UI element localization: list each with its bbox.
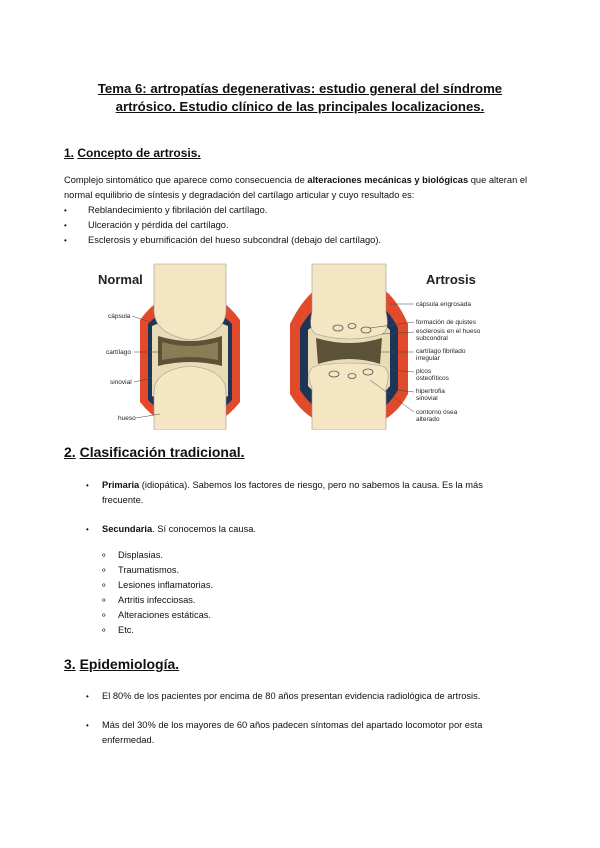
artrosis-label: picos [416, 368, 432, 375]
circle-bullet-icon: ⚬ [100, 550, 108, 560]
list-item: • Reblandecimiento y fibrilación del cartílago. [64, 203, 381, 218]
list-item: • Ulceración y pérdida del cartílago. [64, 218, 381, 233]
list-item: • Más del 30% de los mayores de 60 años padecen síntomas del apartado locomotor por esta enfermedad. [86, 720, 483, 745]
page-title [60, 80, 540, 116]
section-2-title: Clasificación tradicional. [79, 444, 245, 460]
list-item: ⚬ Displasias. [82, 548, 213, 563]
paragraph-bold: alteraciones mecánicas y biológicas [307, 175, 469, 185]
section-2-list [78, 478, 518, 551]
list-item: ⚬ Alteraciones estáticas. [82, 608, 213, 623]
bullet-icon: • [64, 221, 67, 230]
bullet-icon: • [86, 721, 89, 730]
title-line-2: artrósico. Estudio clínico de las principales localizaciones. [115, 99, 485, 114]
secondary-causes-list [82, 548, 213, 638]
artrosis-label: alterado [416, 416, 440, 423]
list-item: ⚬ Etc. [82, 623, 213, 638]
title-line-1: Tema 6: artropatías degenerativas: estudio general del síndrome [97, 81, 503, 96]
artrosis-label: sinovial [416, 395, 438, 402]
artrosis-label: contorno ósea [416, 409, 458, 416]
artrosis-label: subcondral [416, 335, 448, 342]
circle-bullet-icon: ⚬ [100, 580, 108, 590]
section-1-paragraph [64, 173, 534, 203]
list-item: ⚬ Traumatismos. [82, 563, 213, 578]
normal-joint-illustration [140, 264, 240, 430]
circle-bullet-icon: ⚬ [100, 595, 108, 605]
artrosis-title: Artrosis [426, 272, 476, 287]
bullet-icon: • [86, 525, 89, 534]
bullet-icon: • [64, 206, 67, 215]
section-1-title: Concepto de artrosis. [77, 146, 201, 160]
artrosis-label: cápsula engrosada [416, 301, 471, 308]
section-3-title: Epidemiología. [79, 656, 180, 672]
section-1-list [64, 203, 381, 248]
artrosis-label: irregular [416, 355, 440, 362]
normal-label: sinovial [110, 379, 132, 386]
section-2-number: 2. [64, 444, 76, 460]
section-2-heading [64, 444, 245, 460]
artrosis-label: esclerosis en el hueso [416, 328, 481, 335]
normal-title: Normal [98, 272, 143, 287]
normal-label: cápsula [108, 313, 131, 320]
list-item: • El 80% de los pacientes por encima de 80 años presentan evidencia radiológica de artrosis. [78, 689, 518, 704]
artrosis-label: formación de quistes [416, 319, 476, 326]
section-3-number: 3. [64, 656, 76, 672]
section-1-heading [64, 146, 201, 160]
circle-bullet-icon: ⚬ [100, 610, 108, 620]
circle-bullet-icon: ⚬ [100, 565, 108, 575]
list-item: ⚬ Lesiones inflamatorias. [82, 578, 213, 593]
bullet-icon: • [64, 236, 67, 245]
bullet-icon: • [86, 481, 89, 490]
paragraph-text-1: Complejo sintomático que aparece como consecuencia de [64, 175, 308, 185]
artrosis-joint-illustration [290, 264, 408, 430]
normal-label: cartílago [106, 349, 131, 356]
section-1-number: 1. [64, 146, 75, 160]
bullet-icon: • [86, 692, 89, 701]
paragraph-text-2: que alteran el normal equilibrio de síntesis y degradación del cartílago articular y cuyo resultado es: [64, 175, 528, 200]
joint-diagram [90, 262, 510, 430]
artrosis-label: osteofíticos [416, 375, 449, 382]
section-3-heading [64, 656, 179, 672]
list-item: • Esclerosis y eburnificación del hueso subcondral (debajo del cartílago). [64, 233, 381, 248]
artrosis-label: cartílago fibrilado [416, 348, 466, 355]
normal-label: hueso [118, 415, 136, 422]
list-item: ⚬ Artritis infecciosas. [82, 593, 213, 608]
section-3-list [78, 689, 518, 762]
artrosis-label: hipertrofia [416, 388, 445, 395]
list-item: • Primaria (idiopática). Sabemos los factores de riesgo, pero no sabemos la causa. Es la más frecuente. [86, 480, 483, 505]
circle-bullet-icon: ⚬ [100, 625, 108, 635]
list-item: • Secundaria. Sí conocemos la causa. [78, 522, 518, 537]
